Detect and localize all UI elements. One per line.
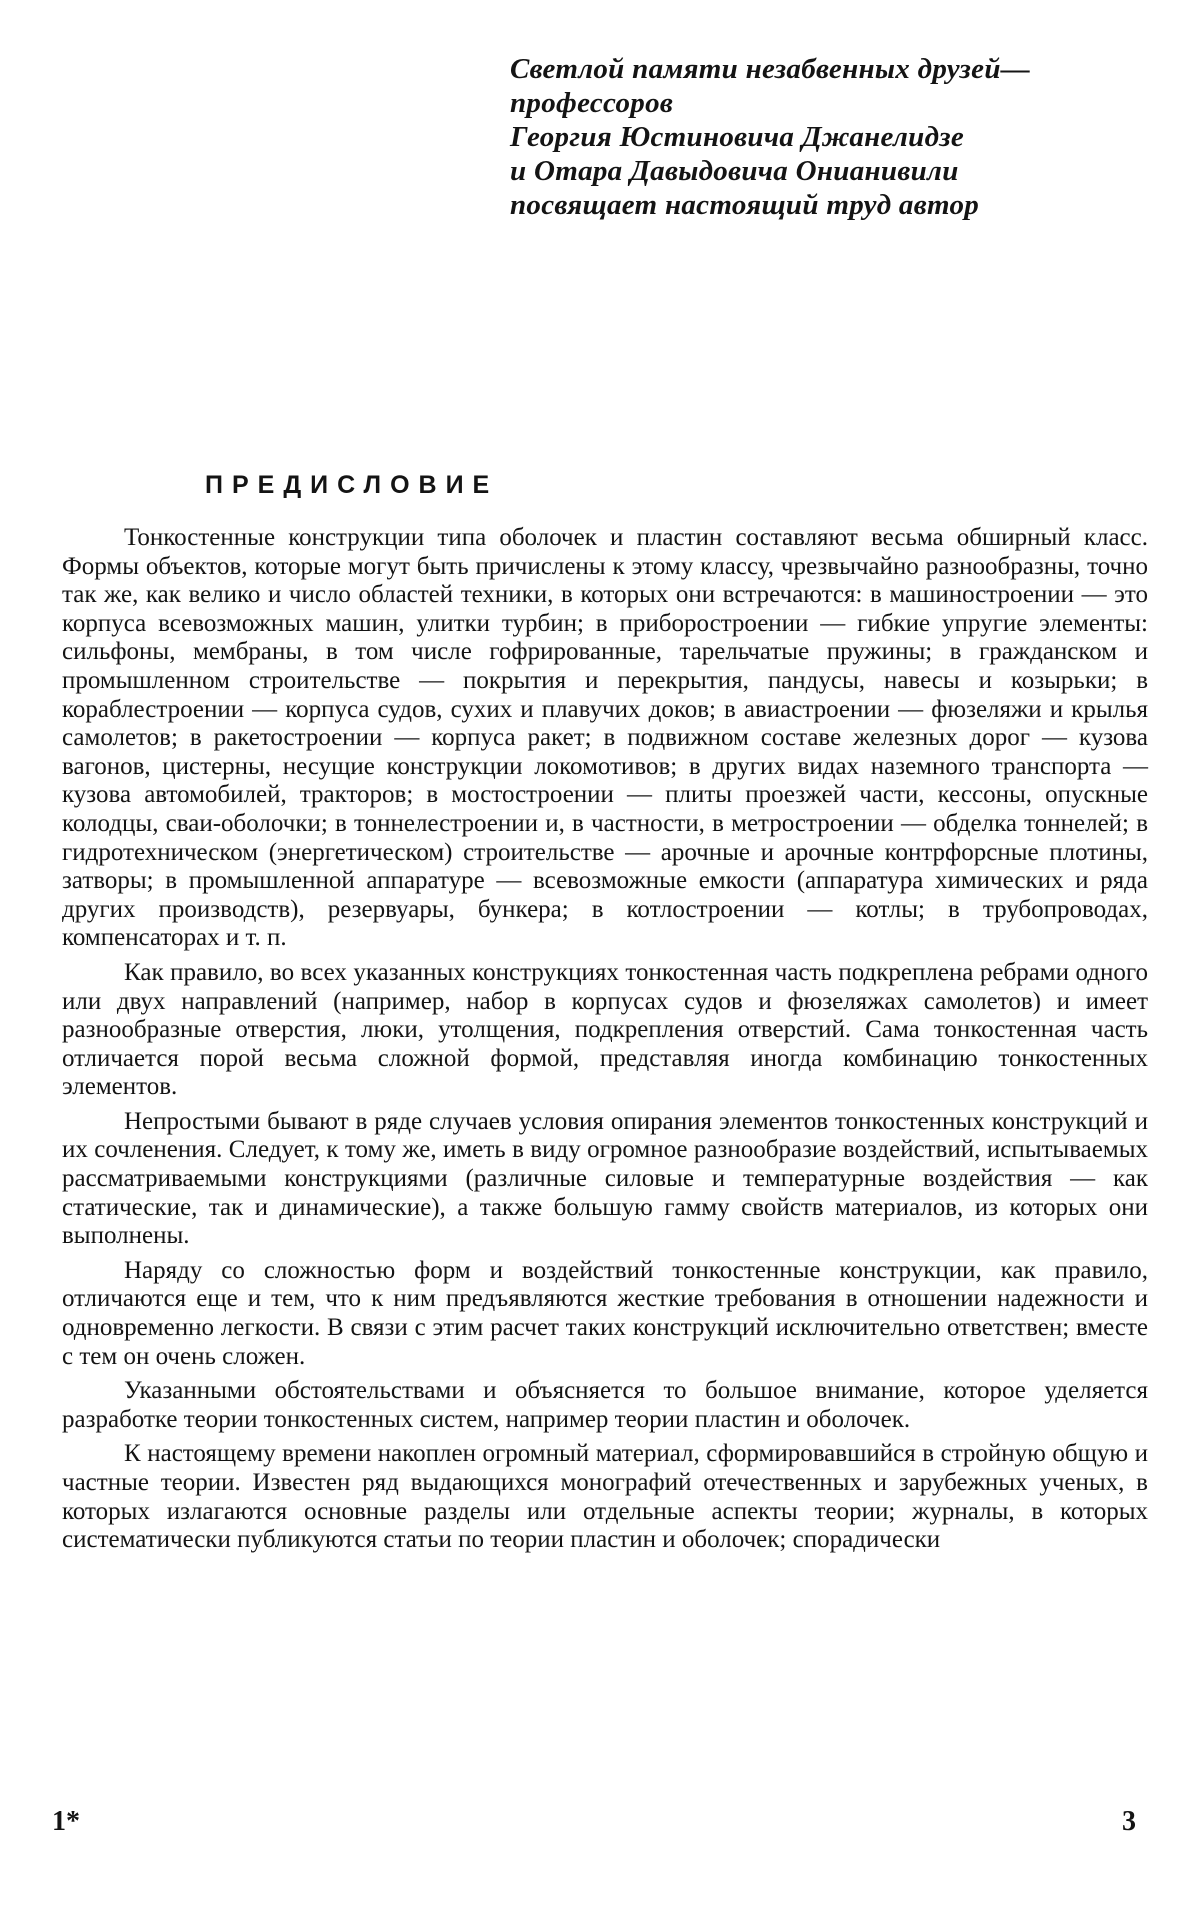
dedication-line: и Отара Давыдовича Онианивили (510, 155, 959, 187)
dedication (510, 52, 1170, 222)
page-number: 3 (1122, 1806, 1136, 1837)
paragraph: Как правило, во всех указанных конструкциях тонкостенная часть подкреплена ребрами одного или двух направлений (например, набор в корпусах судов и фюзеляжах самолетов) и имеет разнообразные отверстия, люки, утолщения, подкрепления отверстий. Сама тонкостенная часть отличается порой весьма сложной формой, представляя иногда комбинацию тонкостенных элементов. (62, 958, 1148, 1101)
paragraph: К настоящему времени накоплен огромный материал, сформировавшийся в стройную общую и частные теории. Известен ряд выдающихся монографий отечественных и зарубежных ученых, в которых излагаются основные разделы или отдельные аспекты теории; журналы, в которых систематически публикуются статьи по теории пластин и оболочек; спорадически (62, 1440, 1148, 1554)
section-heading: ПРЕДИСЛОВИЕ (205, 471, 499, 499)
dedication-line: Светлой памяти незабвенных друзей— (510, 53, 1031, 85)
dedication-line: профессоров (510, 87, 674, 119)
dedication-line: Георгия Юстиновича Джанелидзе (510, 121, 965, 153)
dedication-line: посвящает настоящий труд автор (510, 189, 980, 221)
paragraph: Тонкостенные конструкции типа оболочек и пластин составляют весьма обширный класс. Формы объектов, которые могут быть причислены к этому классу, чрезвычайно разнообразны, точно так же, как велико и число областей техники, в которых они встречаются: в машиностроении — это корпуса всевозможных машин, улитки турбин; в приборостроении — гибкие упругие элементы: сильфоны, мембраны, в том числе гофрированные, тарельчатые пружины; в гражданском и промышленном строительстве — покрытия и перекрытия, пандусы, навесы и козырьки; в кораблестроении — корпуса судов, сухих и плавучих доков; в авиастроении — фюзеляжи и крылья самолетов; в ракетостроении — корпуса ракет; в подвижном составе железных дорог — кузова вагонов, цистерны, несущие конструкции локомотивов; в других видах наземного транспорта — кузова автомобилей, тракторов; в мостостроении — плиты проезжей части, кессоны, опускные колодцы, сваи-оболочки; в тоннелестроении и, в частности, в метростроении — обделка тоннелей; в гидротехническом (энергетическом) строительстве — арочные и арочные контрфорсные плотины, затворы; в промышленной аппаратуре — всевозможные емкости (аппаратура химических и ряда других производств), резервуары, бункера; в котлостроении — котлы; в трубопроводах, компенсаторах и т. п. (62, 524, 1148, 952)
paragraph: Непростыми бывают в ряде случаев условия опирания элементов тонкостенных конструкций и их сочленения. Следует, к тому же, иметь в виду огромное разнообразие воздействий, испытываемых рассматриваемыми конструкциями (различные силовые и температурные воздействия — как статические, так и динамические), а также большую гамму свойств материалов, из которых они выполнены. (62, 1107, 1148, 1250)
paragraph: Наряду со сложностью форм и воздействий тонкостенные конструкции, как правило, отличаются еще и тем, что к ним предъявляются жесткие требования в отношении надежности и одновременно легкости. В связи с этим расчет таких конструкций исключительно ответствен; вместе с тем он очень сложен. (62, 1256, 1148, 1370)
preface-text (62, 524, 1148, 1561)
signature-mark: 1* (52, 1806, 80, 1837)
paragraph: Указанными обстоятельствами и объясняется то большое внимание, которое уделяется разработке теории тонкостенных систем, например теории пластин и оболочек. (62, 1377, 1148, 1433)
